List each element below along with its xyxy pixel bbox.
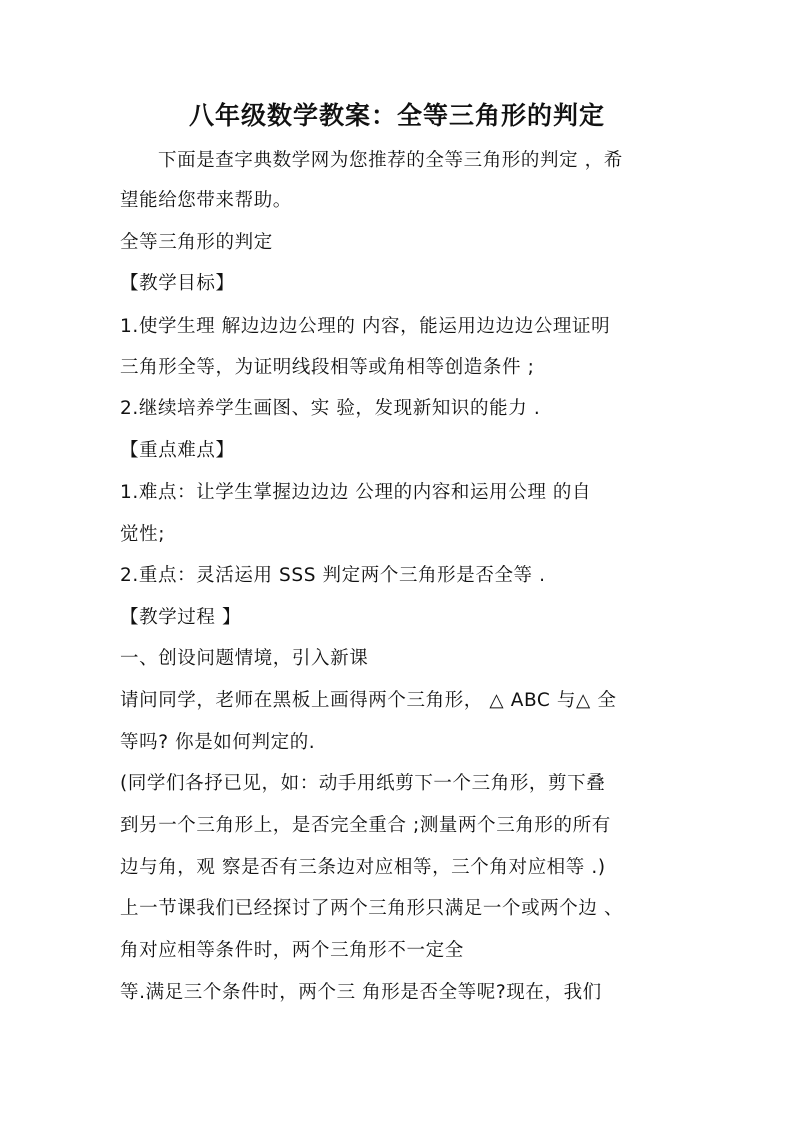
section-heading: 【重点难点】 xyxy=(120,440,235,461)
paragraph-line: 2.重点：灵活运用 SSS 判定两个三角形是否全等 . xyxy=(120,565,546,586)
paragraph-line: 等.满足三个条件时，两个三 角形是否全等呢?现在，我们 xyxy=(120,982,602,1003)
paragraph-line: 1.难点：让学生掌握边边边 公理的内容和运用公理 的自 xyxy=(120,482,592,503)
paragraph-line: 等吗? 你是如何判定的. xyxy=(120,732,316,753)
paragraph-line: 三角形全等，为证明线段相等或角相等创造条件 ; xyxy=(120,357,535,378)
paragraph-line: 望能给您带来帮助。 xyxy=(120,190,292,211)
section-heading: 【教学过程 】 xyxy=(120,607,242,628)
paragraph-line: (同学们各抒已见，如：动手用纸剪下一个三角形，剪下叠 xyxy=(120,773,606,794)
paragraph-line: 2.继续培养学生画图、实 验，发现新知识的能力 . xyxy=(120,398,541,419)
paragraph-line: 请问同学，老师在黑板上画得两个三角形， △ ABC 与△ 全 xyxy=(120,690,617,711)
paragraph-line: 一、创设问题情境，引入新课 xyxy=(120,648,369,669)
document-title: 八年级数学教案：全等三角形的判定 xyxy=(188,101,605,130)
paragraph-line: 边与角，观 察是否有三条边对应相等，三个角对应相等 .) xyxy=(120,857,606,878)
section-heading: 【教学目标】 xyxy=(120,273,235,294)
paragraph-line: 角对应相等条件时，两个三角形不一定全 xyxy=(120,940,464,961)
paragraph-line: 1.使学生理 解边边边公理的 内容，能运用边边边公理证明 xyxy=(120,316,611,337)
section-heading: 全等三角形的判定 xyxy=(120,232,273,253)
paragraph-line: 上一节课我们已经探讨了两个三角形只满足一个或两个边 、 xyxy=(120,898,624,919)
paragraph-line: 觉性; xyxy=(120,524,166,545)
paragraph-line: 到另一个三角形上，是否完全重合 ;测量两个三角形的所有 xyxy=(120,815,611,836)
paragraph-line: 下面是查字典数学网为您推荐的全等三角形的判定 ，希 xyxy=(158,150,623,171)
